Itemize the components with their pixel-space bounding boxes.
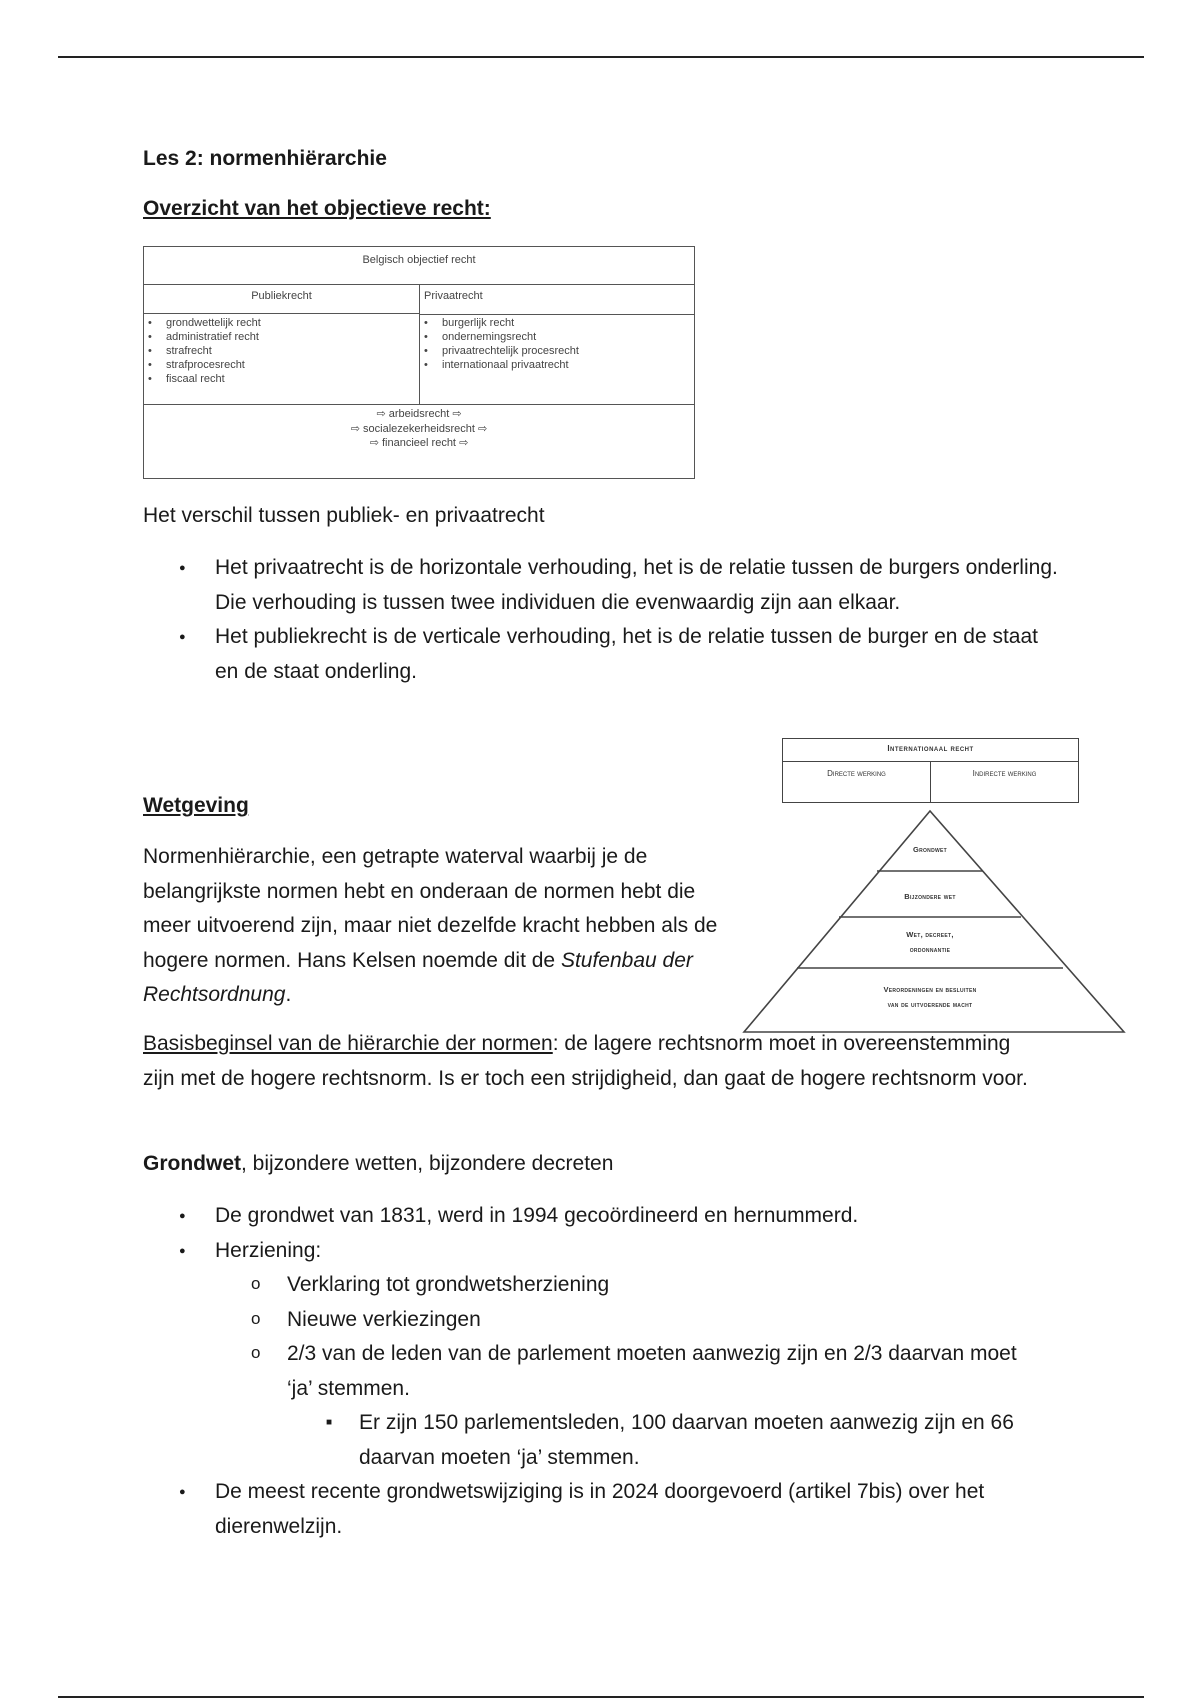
list-item: • ondernemingsrecht xyxy=(442,330,694,344)
lesson-title: Les 2: normenhiërarchie xyxy=(143,147,387,170)
arrow-icon: ⇨ xyxy=(369,437,379,449)
principle-term: Basisbeginsel van de hiërarchie der normen xyxy=(143,1032,553,1055)
list-item: ● Het publiekrecht is de verticale verhouding, het is de relatie tussen de burger en de staat en de staat onderling. xyxy=(215,620,1065,689)
arrow-icon: ⇨ xyxy=(350,422,360,435)
stufenbau-term: Stufenbau der Rechtsordnung xyxy=(143,948,693,1006)
list-item: financieel recht xyxy=(382,437,456,449)
arrow-icon: ⇨ xyxy=(376,408,386,420)
direct-effect-label: Directe werking xyxy=(783,762,931,802)
list-item: • administratief recht xyxy=(166,330,419,344)
overview-heading: Overzicht van het objectieve recht: xyxy=(143,197,491,220)
list-item: ● De grondwet van 1831, werd in 1994 gecoördineerd en hernummerd. xyxy=(215,1199,1065,1234)
objective-law-table xyxy=(143,246,695,479)
difference-list xyxy=(215,551,1065,689)
top-rule xyxy=(58,56,1144,58)
grondwet-list xyxy=(215,1199,1065,1544)
pyramid-level-grondwet: Grondwet xyxy=(912,845,948,854)
wetgeving-heading: Wetgeving xyxy=(143,794,249,817)
pyramid-level-uitvoerende-macht: van de uitvoerende macht xyxy=(887,1000,973,1009)
list-item: o 2/3 van de leden van de parlement moeten aanwezig zijn en 2/3 daarvan moet ‘ja’ stemmen. xyxy=(287,1337,1047,1406)
list-item: ● Het privaatrecht is de horizontale verhouding, het is de relatie tussen de burgers onderling. Die verhouding is tussen twee individuen die evenwaardig zijn aan elkaar. xyxy=(215,551,1065,620)
private-law-list xyxy=(420,314,694,405)
list-item: o Nieuwe verkiezingen xyxy=(287,1303,1065,1338)
list-item: • grondwettelijk recht xyxy=(166,316,419,330)
international-law-box xyxy=(782,738,1079,803)
principle-paragraph: Basisbeginsel van de hiërarchie der normen: de lagere rechtsnorm moet in overeenstemming zijn met de hogere rechtsnorm. Is er toch een strijdigheid, dan gaat de hogere rechtsnorm voor. xyxy=(143,1032,1028,1090)
pyramid-level-wet: Wet, decreet, xyxy=(906,930,954,939)
wetgeving-paragraph: Normenhiërarchie, een getrapte waterval waarbij je de belangrijkste normen hebt en onderaan de normen hebt die meer uitvoerend zijn, maar niet dezelfde kracht hebben als de hogere normen. Hans Kelsen noemde dit de Stufenbau der Rechtsordnung. xyxy=(143,845,718,1006)
list-item: arbeidsrecht xyxy=(388,408,450,420)
list-item: ● De meest recente grondwetswijziging is in 2024 doorgevoerd (artikel 7bis) over het dierenwelzijn. xyxy=(215,1475,1045,1544)
list-item: • internationaal privaatrecht xyxy=(442,358,694,372)
public-law-header: Publiekrecht xyxy=(144,284,420,314)
list-item: ● Herziening: xyxy=(215,1234,1065,1269)
pyramid-level-verordeningen: Verordeningen en besluiten xyxy=(883,985,977,994)
list-item: o Verklaring tot grondwetsherziening xyxy=(287,1268,1065,1303)
list-item: • privaatrechtelijk procesrecht xyxy=(442,344,694,358)
list-item: • strafrecht xyxy=(166,344,419,358)
law-table-title: Belgisch objectief recht xyxy=(144,247,694,285)
arrow-icon: ⇨ xyxy=(459,437,469,449)
list-item: ■ Er zijn 150 parlementsleden, 100 daarvan moeten aanwezig zijn en 66 daarvan moeten ‘ja’ stemmen. xyxy=(359,1406,1059,1475)
pyramid-level-ordonnantie: ordonnantie xyxy=(909,945,951,954)
public-law-list xyxy=(144,314,420,405)
pyramid-level-bijzondere-wet: Bijzondere wet xyxy=(904,892,956,901)
private-law-header: Privaatrecht xyxy=(420,284,694,315)
list-item: • strafprocesrecht xyxy=(166,358,419,372)
list-item: • fiscaal recht xyxy=(166,372,419,386)
bottom-rule xyxy=(58,1696,1144,1698)
grondwet-line: Grondwet, bijzondere wetten, bijzondere decreten xyxy=(143,1152,614,1175)
indirect-effect-label: Indirecte werking xyxy=(972,769,1037,778)
list-item: • burgerlijk recht xyxy=(442,316,694,330)
difference-intro: Het verschil tussen publiek- en privaatrecht xyxy=(143,504,545,527)
arrow-icon: ⇨ xyxy=(478,422,488,435)
international-law-label: Internationaal recht xyxy=(783,739,1078,762)
arrow-icon: ⇨ xyxy=(452,408,462,420)
mixed-law-list xyxy=(144,407,694,451)
list-item: socialezekerheidsrecht xyxy=(363,422,475,435)
